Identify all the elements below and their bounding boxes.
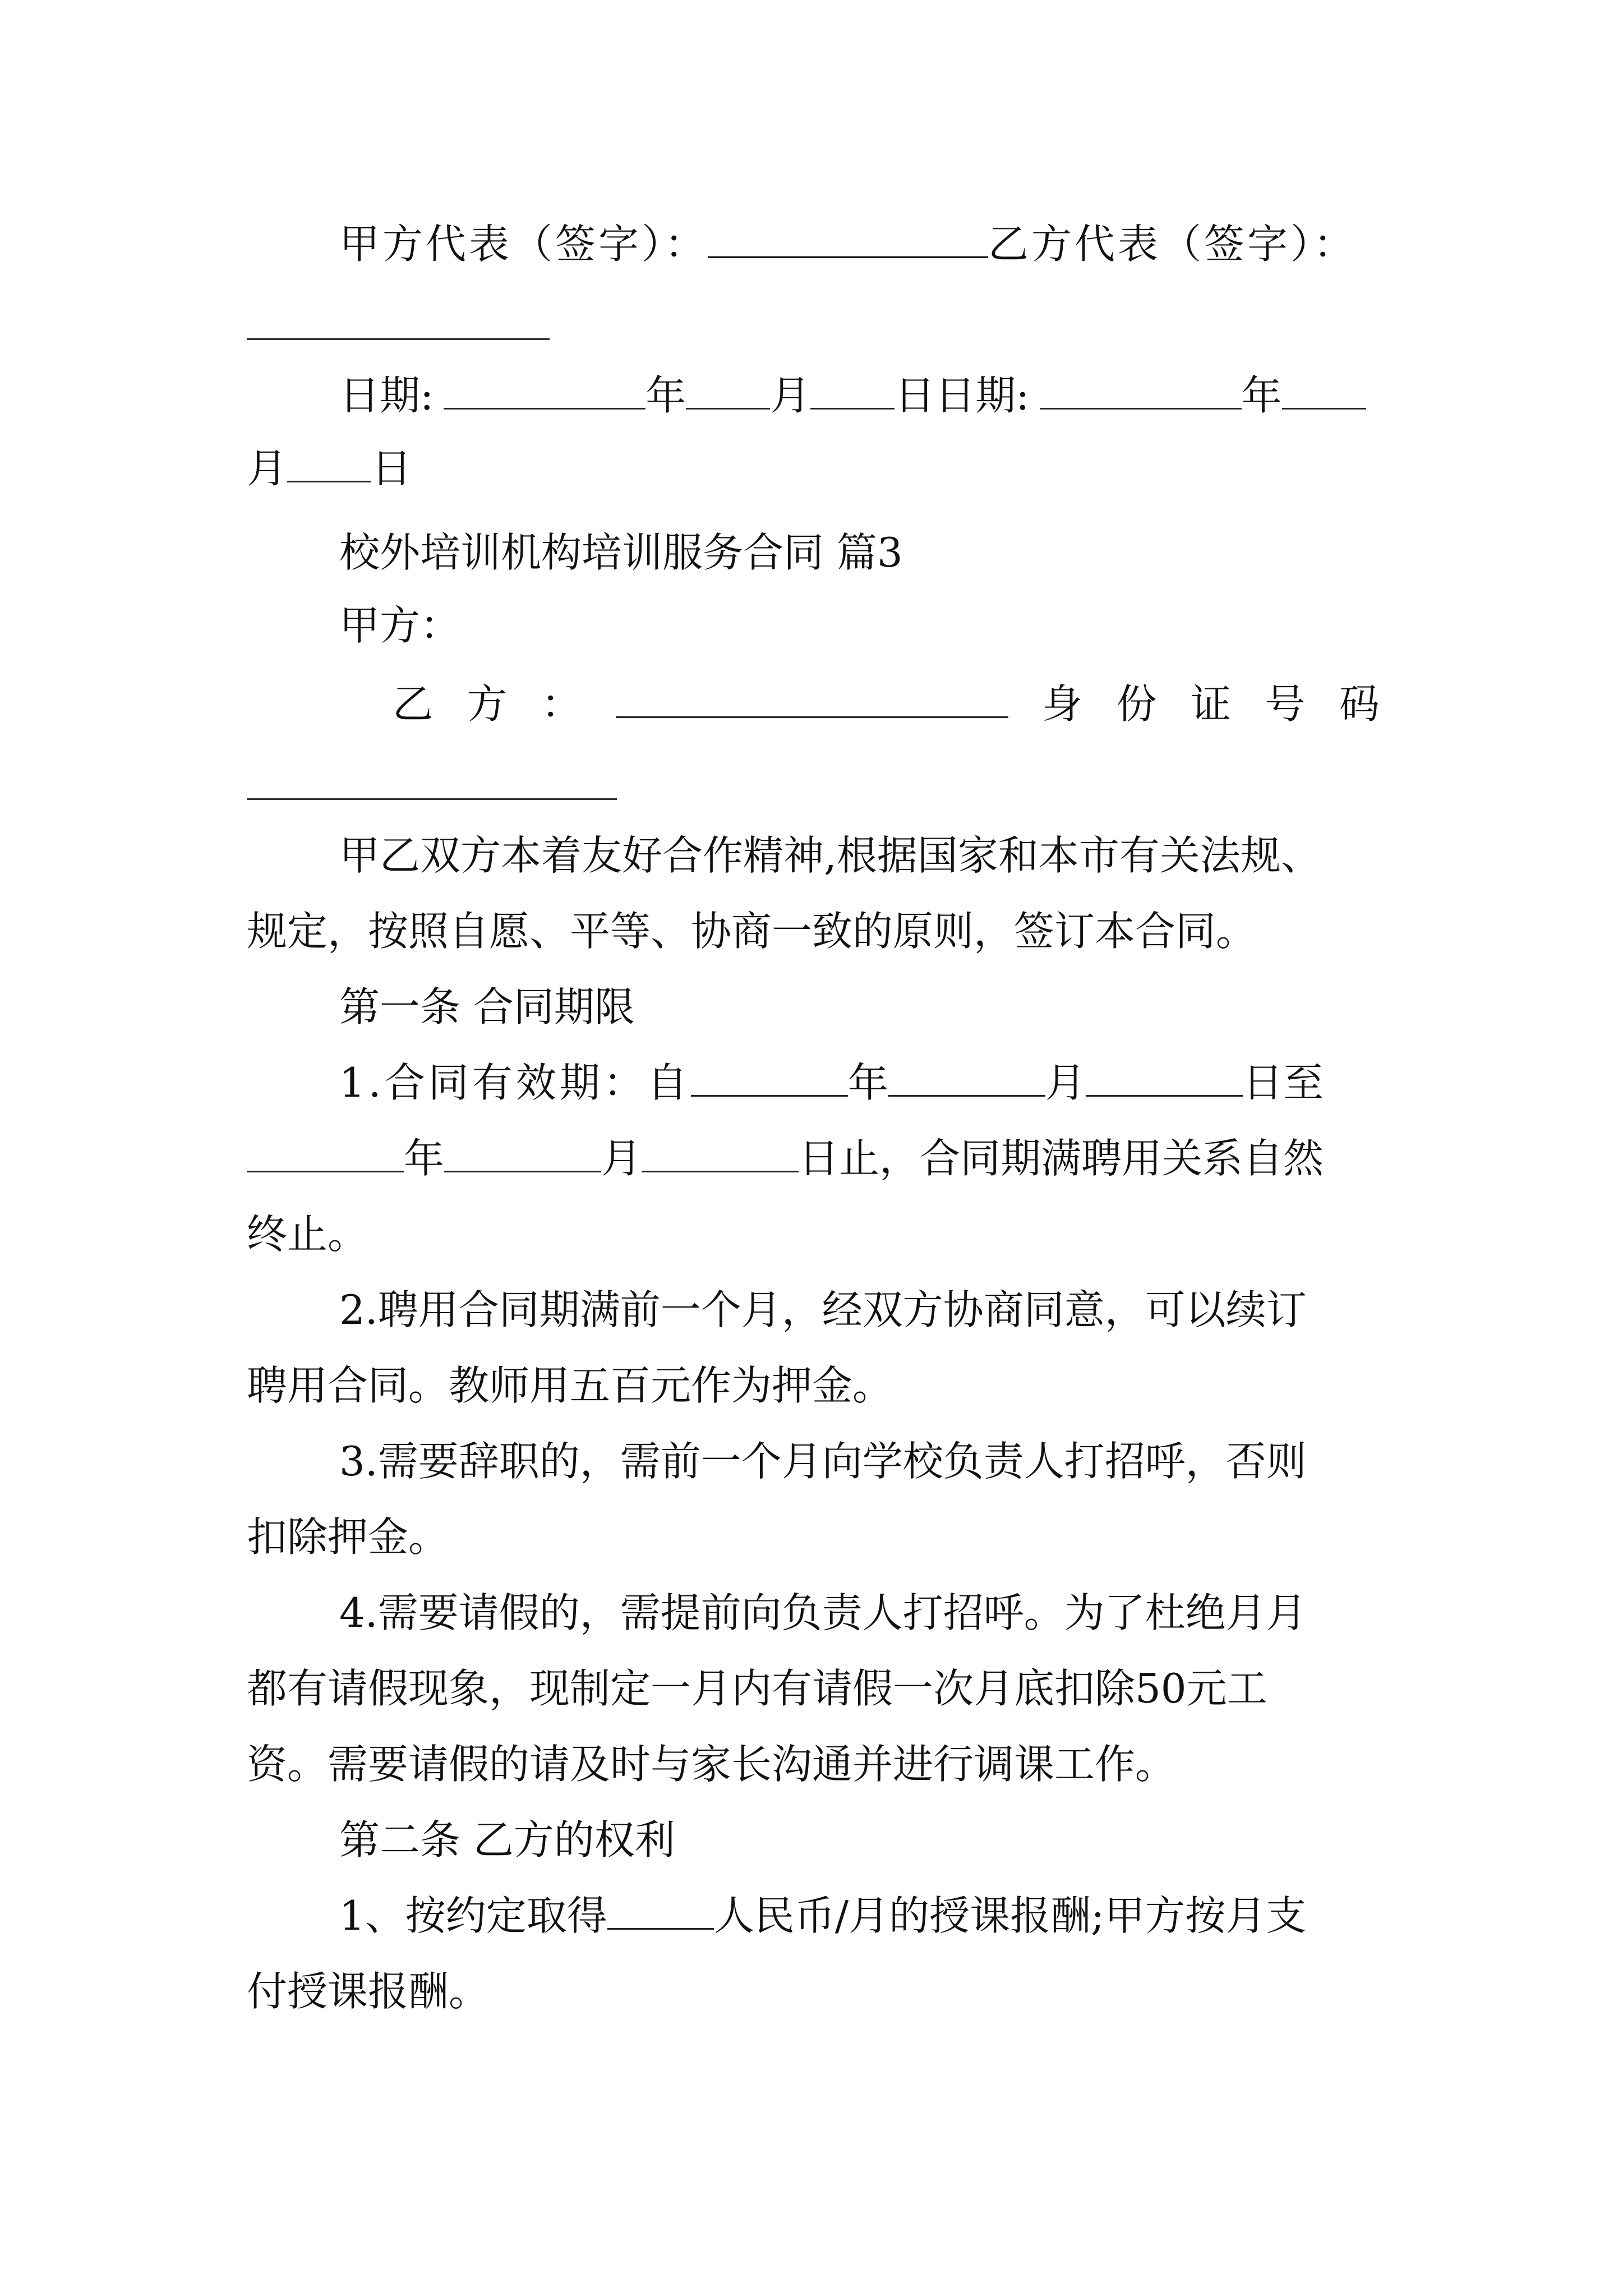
end-year-label: 年 <box>404 1135 445 1182</box>
party-b-char-2: 方 <box>467 680 508 728</box>
id-char-4: 号 <box>1265 680 1306 728</box>
article-1-item-4-line-3 <box>247 1736 1175 1792</box>
pay-prefix: 1、按约定取得 <box>339 1892 607 1939</box>
item-3-text-1: 3.需要辞职的，需前一个月向学校负责人打招呼，否则 <box>339 1438 1307 1485</box>
party-a-line <box>339 597 460 654</box>
article-1-item-2-line-1 <box>339 1282 1307 1338</box>
item-4-text-2: 都有请假现象，现制定一月内有请假一次月底扣除50元工 <box>247 1665 1267 1712</box>
article-1-item-3-line-2 <box>247 1509 449 1565</box>
date-a-day-blank[interactable] <box>810 372 895 409</box>
article-1-item-4-line-1 <box>339 1585 1307 1641</box>
article-1-heading-text: 第一条 合同期限 <box>339 983 635 1030</box>
id-char-1: 身 <box>1041 680 1082 728</box>
year-b-label: 年 <box>1241 372 1282 419</box>
party-b-line <box>393 676 1380 732</box>
article-1-item-4-line-2 <box>247 1660 1267 1717</box>
end-text: 日止，合同期满聘用关系自然 <box>799 1135 1324 1182</box>
end-year-blank[interactable] <box>247 1135 404 1172</box>
party-b-name-blank[interactable] <box>616 680 1008 718</box>
intro-line-2 <box>247 903 1256 959</box>
signature-line <box>339 216 1357 272</box>
article-1-item-3-line-1 <box>339 1433 1307 1489</box>
date-a-month-blank[interactable] <box>686 372 770 409</box>
id-char-3: 证 <box>1190 680 1231 728</box>
date-b-label: 日日期: <box>895 372 1030 419</box>
start-month-blank[interactable] <box>888 1059 1045 1097</box>
party-a-rep-label: 甲方代表（签字）： <box>339 220 708 268</box>
contract-title-text: 校外培训机构培训服务合同 篇3 <box>339 529 903 576</box>
intro-text-2: 规定，按照自愿、平等、协商一致的原则，签订本合同。 <box>247 908 1257 955</box>
date-b-day-blank[interactable] <box>287 445 371 482</box>
item-1-end-text: 终止。 <box>247 1211 368 1258</box>
item-4-text-3: 资。需要请假的请及时与家长沟通并进行调课工作。 <box>247 1741 1176 1788</box>
month-a-label: 月 <box>770 372 811 419</box>
article-1-item-1-line-1 <box>339 1055 1324 1111</box>
month-b-label: 月 <box>247 445 288 492</box>
item-2-text-1: 2.聘用合同期满前一个月，经双方协商同意，可以续订 <box>339 1286 1307 1333</box>
start-day-label: 日至 <box>1242 1059 1324 1106</box>
article-2-item-1-line-2 <box>247 1963 489 2019</box>
pay-amount-blank[interactable] <box>607 1892 714 1930</box>
intro-text-1: 甲乙双方本着友好合作精神,根据国家和本市有关法规、 <box>339 832 1321 879</box>
start-day-blank[interactable] <box>1086 1059 1243 1097</box>
start-month-label: 月 <box>1045 1059 1086 1106</box>
party-a-signature-blank[interactable] <box>708 220 988 258</box>
article-2-heading <box>339 1812 675 1868</box>
contract-title <box>339 524 903 581</box>
item-2-text-2: 聘用合同。教师用五百元作为押金。 <box>247 1362 893 1409</box>
id-char-5: 码 <box>1339 680 1380 728</box>
party-b-char-3: ： <box>541 680 582 728</box>
end-month-label: 月 <box>601 1135 642 1182</box>
id-number-blank[interactable] <box>247 798 617 800</box>
day-b-label: 日 <box>371 445 412 492</box>
date-a-label: 日期: <box>339 372 434 419</box>
article-2-item-1-line-1 <box>339 1888 1306 1944</box>
date-b-month-blank[interactable] <box>1282 372 1366 409</box>
pay-suffix: 人民币/月的授课报酬;甲方按月支 <box>713 1892 1307 1939</box>
end-day-blank[interactable] <box>642 1135 799 1172</box>
party-b-char-1: 乙 <box>393 680 434 728</box>
item-4-text-1: 4.需要请假的，需提前向负责人打招呼。为了杜绝月月 <box>339 1589 1307 1636</box>
article-1-heading <box>339 979 635 1035</box>
start-year-label: 年 <box>847 1059 888 1106</box>
date-b-year-blank[interactable] <box>1040 372 1242 409</box>
start-year-blank[interactable] <box>691 1059 848 1097</box>
party-a-label: 甲方： <box>339 602 461 649</box>
article-1-item-2-line-2 <box>247 1358 893 1414</box>
id-char-2: 份 <box>1116 680 1157 728</box>
year-a-label: 年 <box>645 372 686 419</box>
validity-prefix: 1.合同有效期：自 <box>339 1059 691 1106</box>
date-a-year-blank[interactable] <box>444 372 645 409</box>
date-line <box>339 367 1366 424</box>
party-b-signature-blank[interactable] <box>247 338 550 340</box>
article-1-item-1-line-2 <box>247 1130 1324 1186</box>
article-1-item-1-line-3 <box>247 1206 368 1262</box>
item-3-text-2: 扣除押金。 <box>247 1513 449 1561</box>
end-month-blank[interactable] <box>444 1135 601 1172</box>
date-line-cont <box>247 440 412 496</box>
pay-text-2: 付授课报酬。 <box>247 1968 490 2015</box>
intro-line-1 <box>339 827 1321 884</box>
party-b-rep-label: 乙方代表（签字）： <box>988 220 1357 268</box>
article-2-heading-text: 第二条 乙方的权利 <box>339 1816 675 1864</box>
